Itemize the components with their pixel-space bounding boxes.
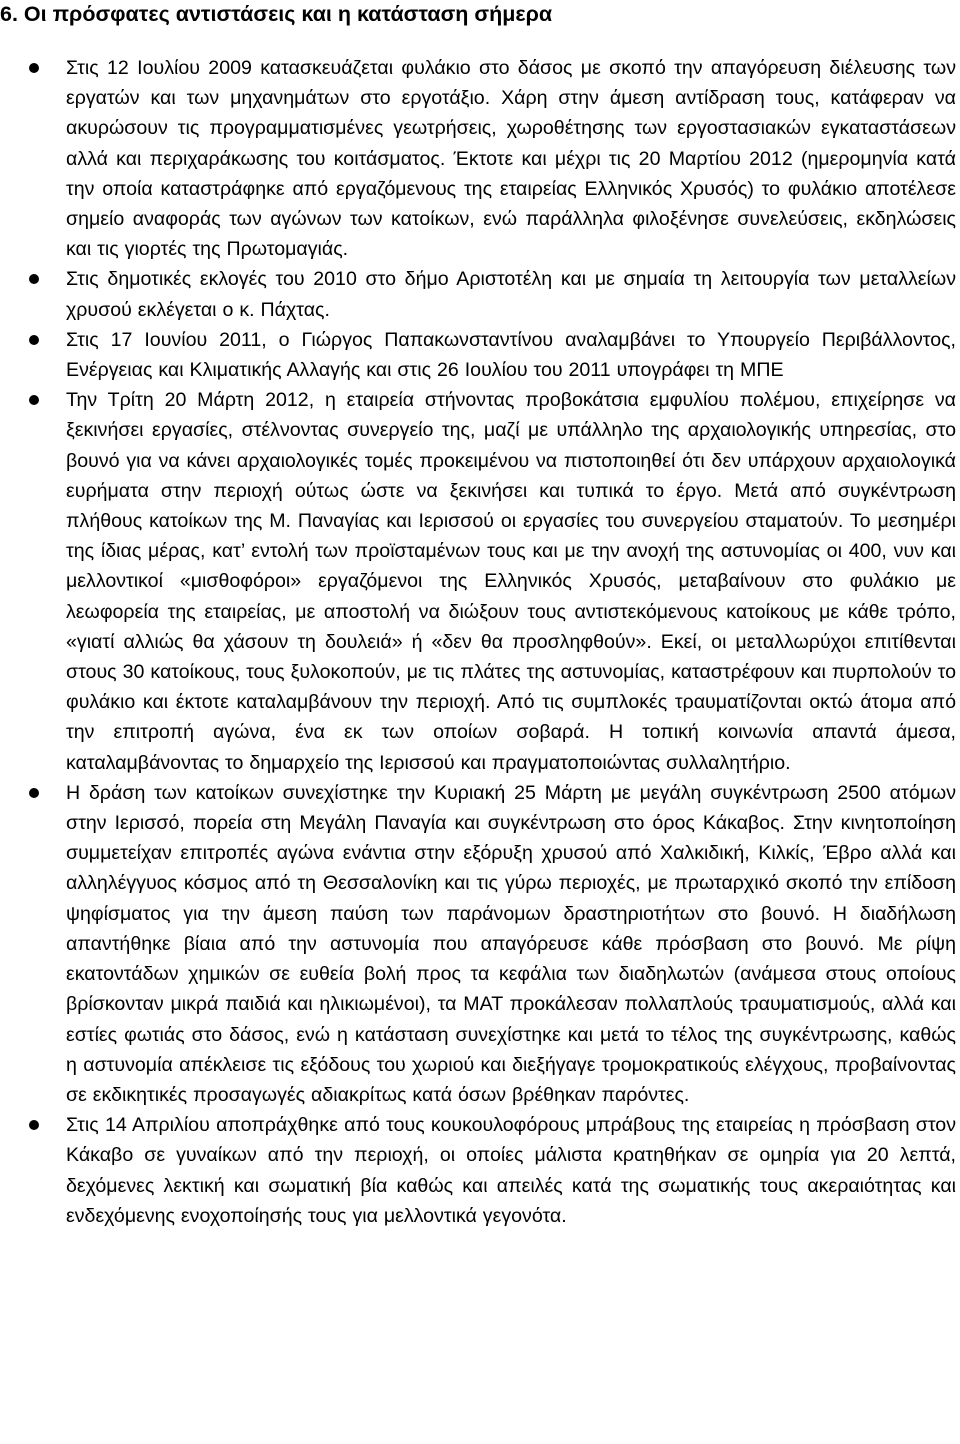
list-item [0,264,960,324]
list-item [0,325,960,385]
bullet-icon [29,395,39,405]
bullet-icon [29,63,39,73]
bullet-icon [29,788,39,798]
list-item [0,1110,960,1231]
bullet-text: Στις 12 Ιουλίου 2009 κατασκευάζεται φυλάκιο στο δάσος με σκοπό την απαγόρευση διέλευσης των εργατών και των μηχανημάτων στο εργοτάξιο. Χάρη στην άμεση αντίδραση τους, κατάφεραν να ακυρώσουν τις προγραμματισμένες γεωτρήσεις, χωροθέτησης των εργοστασιακών εγκαταστάσεων αλλά και περιχαράκωσης του κοιτάσματος. Έκτοτε και μέχρι τις 20 Μαρτίου 2012 (ημερομηνία κατά την οποία καταστράφηκε από εργαζόμενους της εταιρείας Ελληνικός Χρυσός) το φυλάκιο αποτέλεσε σημείο αναφοράς των αγώνων των κατοίκων, ενώ παράλληλα φιλοξένησε συνελεύσεις, εκδηλώσεις και τις γιορτές της Πρωτομαγιάς. [66,57,956,261]
list-item [0,778,960,1110]
list-item [0,53,960,264]
bullet-text: Την Τρίτη 20 Μάρτη 2012, η εταιρεία στήνοντας προβοκάτσια εμφυλίου πολέμου, επιχείρησε να ξεκινήσει εργασίες, στέλνοντας συνεργείο της, μαζί με υπάλληλο της αρχαιολογικής υπηρεσίας, στο βουνό για να κάνει αρχαιολογικές τομές προκειμένου να πιστοποιηθεί ότι δεν υπάρχουν αρχαιολογικά ευρήματα στην περιοχή ούτως ώστε να ξεκινήσει και τυπικά το έργο. Μετά από συγκέντρωση πλήθους κατοίκων της Μ. Παναγίας και Ιερισσού οι εργασίες του συνεργείου σταματούν. Το μεσημέρι της ίδιας μέρας, κατ’ εντολή των προϊσταμένων τους και με την ανοχή της αστυνομίας οι 400, νυν και μελλοντικοί «μισθοφόροι» εργαζόμενοι της Ελληνικός Χρυσός, μεταβαίνουν στο φυλάκιο με λεωφορεία της εταιρείας, με αποστολή να διώξουν τους αντιστεκόμενους κατοίκους με κάθε τρόπο, «γιατί αλλιώς θα χάσουν τη δουλειά» ή «δεν θα προσληφθούν». Εκεί, οι μεταλλωρύχοι επιτίθενται στους 30 κατοίκους, τους ξυλοκοπούν, με τις πλάτες της αστυνομίας, καταστρέφουν και πυρπολούν το φυλάκιο και έκτοτε καταλαμβάνουν την περιοχή. Από τις συμπλοκές τραυματίζονται οκτώ άτομα από την επιτροπή αγώνα, ένα εκ των οποίων σοβαρά. Η τοπική κοινωνία απαντά άμεσα, καταλαμβάνοντας το δημαρχείο της Ιερισσού και πραγματοποιώντας συλλαλητήριο. [66,389,956,774]
bullet-icon [29,1120,39,1130]
section-heading: 6. Οι πρόσφατες αντιστάσεις και η κατάσταση σήμερα [0,2,553,26]
bullet-text: Στις δημοτικές εκλογές του 2010 στο δήμο Αριστοτέλη και με σημαία τη λειτουργία των μεταλλείων χρυσού εκλέγεται ο κ. Πάχτας. [66,268,956,321]
list-item [0,385,960,778]
bullet-text: Στις 17 Ιουνίου 2011, ο Γιώργος Παπακωνσταντίνου αναλαμβάνει το Υπουργείο Περιβάλλοντος, Ενέργειας και Κλιματικής Αλλαγής και στις 26 Ιουλίου του 2011 υπογράφει τη ΜΠΕ [66,328,956,382]
bullet-text: Η δράση των κατοίκων συνεχίστηκε την Κυριακή 25 Μάρτη με μεγάλη συγκέντρωση 2500 ατόμων στην Ιερισσό, πορεία στη Μεγάλη Παναγία και συγκέντρωση στο όρος Κάκαβος. Στην κινητοποίηση συμμετείχαν επιτροπές αγώνα ενάντια στην εξόρυξη χρυσού από Χαλκιδική, Κιλκίς, Έβρο αλλά και αλληλέγγυος κόσμος από τη Θεσσαλονίκη και τις γύρω περιοχές, με πρωταρχικό σκοπό την επίδοση ψηφίσματος για την άμεση παύση των παράνομων δραστηριοτήτων στο βουνό. Η διαδήλωση απαντήθηκε βίαια από την αστυνομία που απαγόρευσε κάθε πρόσβαση στο βουνό. Με ρίψη εκατοντάδων χημικών σε ευθεία βολή προς τα κεφάλια των διαδηλωτών (ανάμεσα στους οποίους βρίσκονταν μικρά παιδιά και ηλικιωμένοι), τα ΜΑΤ προκάλεσαν πολλαπλούς τραυματισμούς, αλλά και εστίες φωτιάς στο δάσος, ενώ η κατάσταση συνεχίστηκε και μετά το τέλος της συγκέντρωσης, καθώς η αστυνομία απέκλεισε τις εξόδους του χωριού και διεξήγαγε τρομοκρατικούς ελέγχους, προβαίνοντας σε εκδικητικές προσαγωγές αδιακρίτως κατά όσων βρέθηκαν παρόντες. [66,781,956,1106]
bullet-text: Στις 14 Απριλίου αποπράχθηκε από τους κουκουλοφόρους μπράβους της εταιρείας η πρόσβαση στον Κάκαβο σε γυναίκων από την περιοχή, οι οποίες μάλιστα κρατηθήκαν σε ομηρία για 20 λεπτά, δεχόμενες λεκτική και σωματική βία καθώς και απειλές κατά της σωματικής τους ακεραιότητας και ενδεχόμενης ενοχοποίησής τους για μελλοντικά γεγονότα. [66,1114,956,1227]
bullet-icon [29,274,39,284]
bullet-icon [29,335,39,345]
bullet-list [0,53,960,1231]
